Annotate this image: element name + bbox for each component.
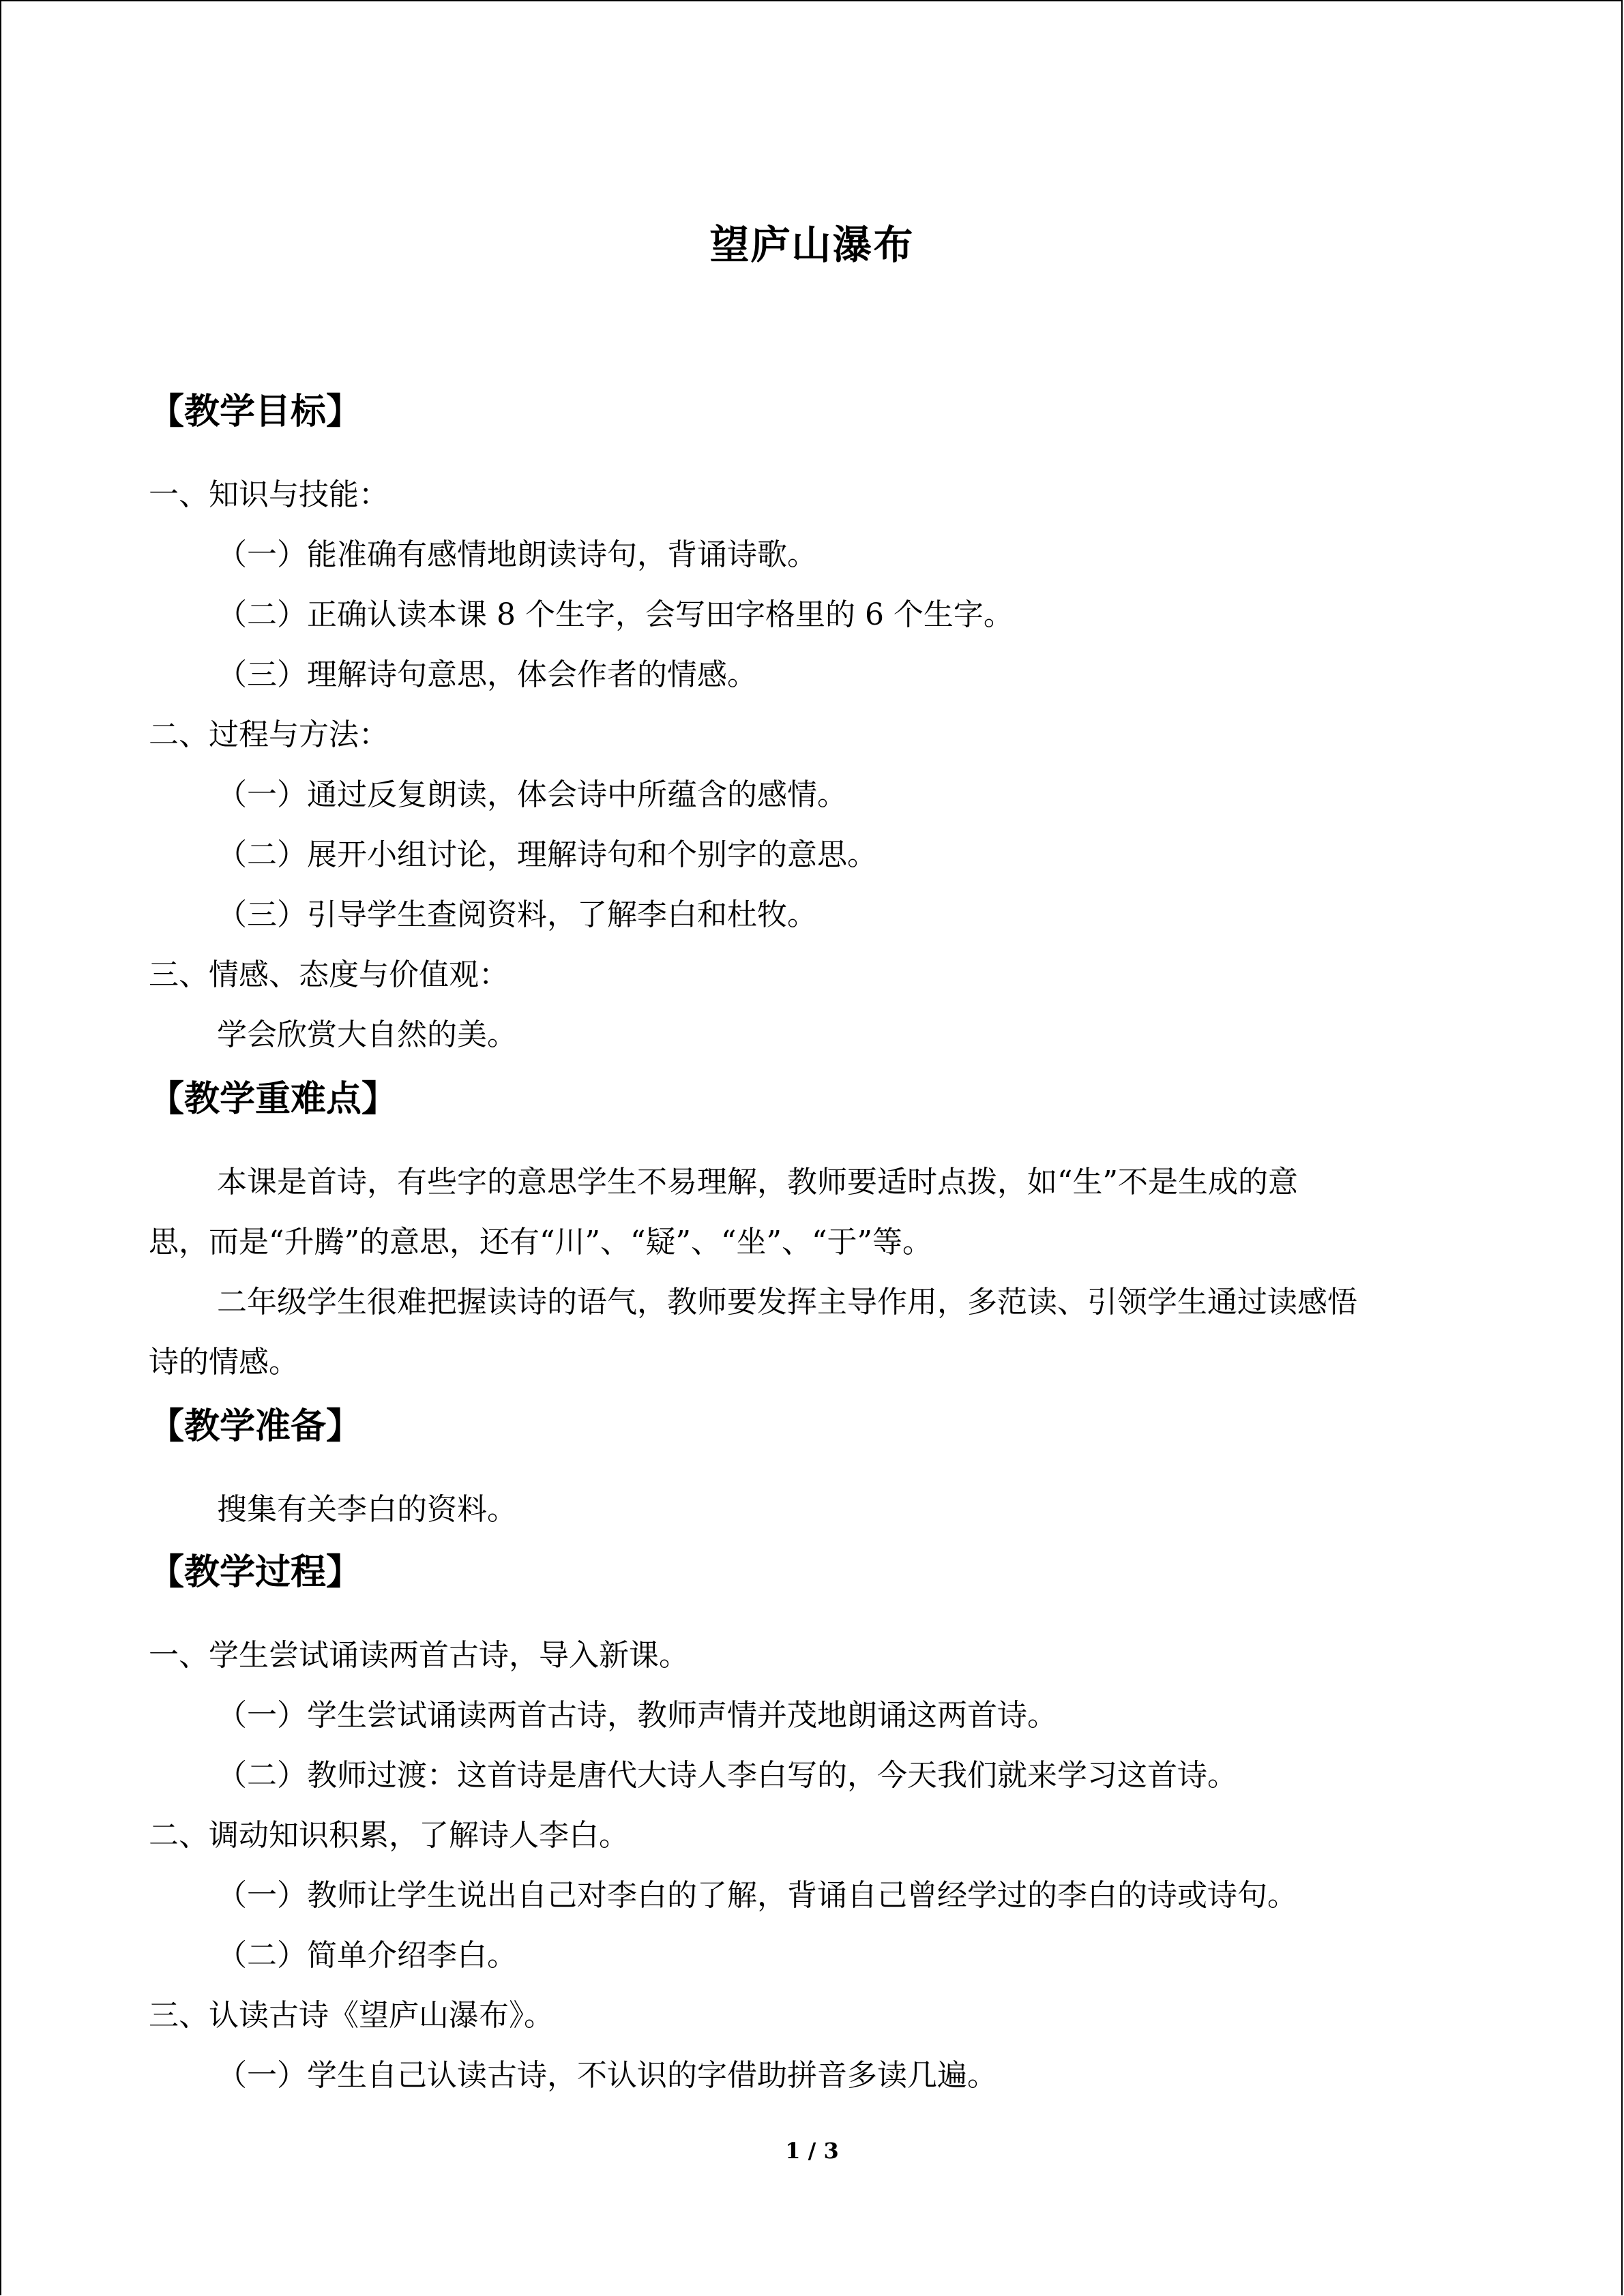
- goal-process-title: 二、过程与方法：: [149, 717, 389, 752]
- goal-process-item-1: （一）通过反复朗读，体会诗中所蕴含的感情。: [217, 777, 847, 812]
- goal-process-item-3: （三）引导学生查阅资料，了解李白和杜牧。: [217, 897, 817, 932]
- goal-emotion-title: 三、情感、态度与价值观：: [149, 957, 509, 992]
- prep-text: 搜集有关李白的资料。: [217, 1492, 517, 1527]
- difficulty-paragraph-2-line-2: 诗的情感。: [149, 1345, 299, 1380]
- process-step-3-item-1: （一）学生自己认读古诗，不认识的字借助拼音多读几遍。: [217, 2058, 997, 2093]
- goal-knowledge-item-2: （二）正确认读本课 8 个生字，会写田字格里的 6 个生字。: [217, 597, 1014, 632]
- document-title: 望庐山瀑布: [709, 222, 915, 268]
- process-step-3-title: 三、认读古诗《望庐山瀑布》。: [149, 1998, 554, 2033]
- process-step-2-title: 二、调动知识积累，了解诗人李白。: [149, 1818, 629, 1853]
- section-heading-prep: 【教学准备】: [149, 1405, 362, 1447]
- goal-emotion-item-1: 学会欣赏大自然的美。: [217, 1017, 517, 1052]
- process-step-2-item-2: （二）简单介绍李白。: [217, 1938, 517, 1973]
- section-heading-goals: 【教学目标】: [149, 391, 362, 432]
- difficulty-paragraph-1-line-2: 思，而是“升腾”的意思，还有“川”、“疑”、“坐”、“于”等。: [149, 1225, 932, 1259]
- goal-process-item-2: （二）展开小组讨论，理解诗句和个别字的意思。: [217, 837, 877, 872]
- section-heading-process: 【教学过程】: [149, 1551, 362, 1593]
- goal-knowledge-item-3: （三）理解诗句意思，体会作者的情感。: [217, 657, 757, 692]
- process-step-1-title: 一、学生尝试诵读两首古诗，导入新课。: [149, 1638, 689, 1673]
- section-heading-difficulties: 【教学重难点】: [149, 1078, 398, 1120]
- difficulty-paragraph-1-line-1: 本课是首诗，有些字的意思学生不易理解，教师要适时点拨，如“生”不是生成的意: [217, 1165, 1298, 1199]
- goal-knowledge-item-1: （一）能准确有感情地朗读诗句，背诵诗歌。: [217, 537, 817, 572]
- difficulty-paragraph-2-line-1: 二年级学生很难把握读诗的语气，教师要发挥主导作用，多范读、引领学生通过读感悟: [217, 1285, 1357, 1320]
- process-step-2-item-1: （一）教师让学生说出自己对李白的了解，背诵自己曾经学过的李白的诗或诗句。: [217, 1878, 1297, 1913]
- goal-knowledge-title: 一、知识与技能：: [149, 477, 389, 512]
- process-step-1-item-1: （一）学生尝试诵读两首古诗，教师声情并茂地朗诵这两首诗。: [217, 1698, 1057, 1733]
- page-number: 1 / 3: [785, 2138, 839, 2164]
- process-step-1-item-2: （二）教师过渡：这首诗是唐代大诗人李白写的，今天我们就来学习这首诗。: [217, 1758, 1237, 1793]
